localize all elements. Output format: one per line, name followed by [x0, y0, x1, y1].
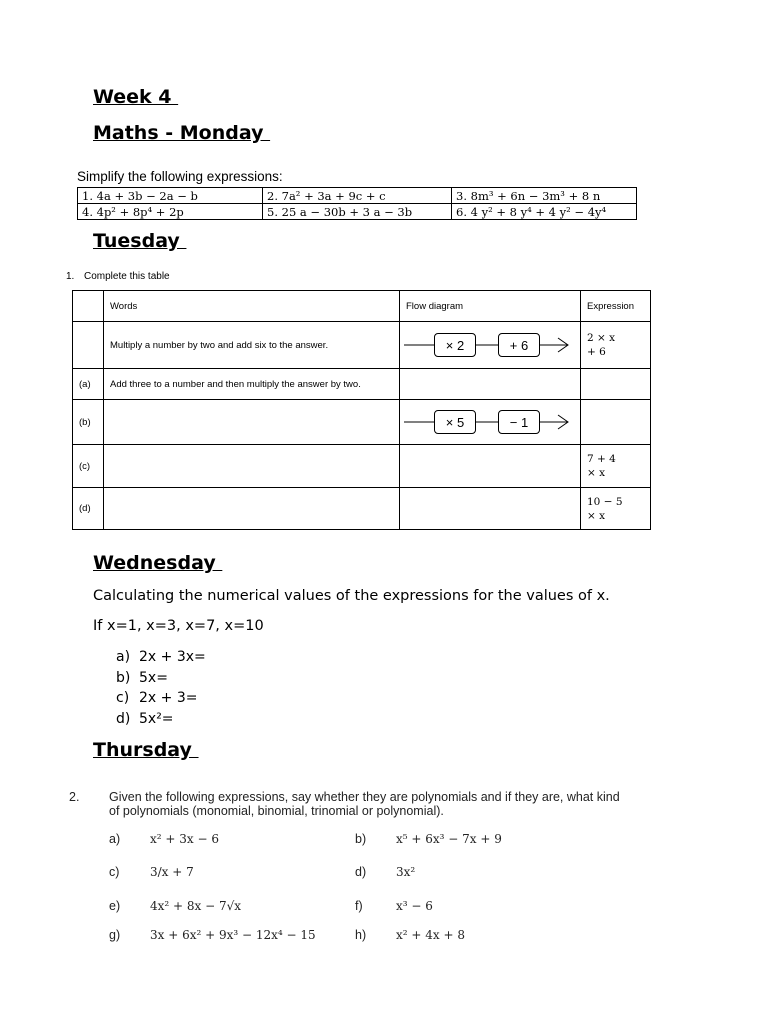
words-cell: Add three to a number and then multiply the answer by two.: [104, 369, 400, 400]
table-row: [78, 204, 637, 220]
label-header-cell: [73, 291, 104, 322]
flow-cell: [400, 369, 581, 400]
item-text: 5x=: [139, 669, 168, 686]
words-header: Words: [104, 291, 400, 322]
wednesday-list: [116, 647, 206, 729]
expression-line: 7 + 4: [587, 453, 616, 465]
expression-cell: [581, 322, 651, 369]
flow-cell: [400, 445, 581, 488]
table-row-example: [73, 322, 651, 369]
question-line: Given the following expressions, say whether they are polynomials and if they are, what kind: [109, 790, 620, 804]
words-cell: [104, 488, 400, 530]
table-row: [78, 188, 637, 204]
list-item: [116, 668, 206, 689]
wednesday-values: If x=1, x=3, x=7, x=10: [93, 618, 264, 634]
expression-line: × x: [587, 467, 606, 479]
table-cell: 1. 4a + 3b − 2a − b: [78, 188, 263, 204]
flow-cell: [400, 400, 581, 445]
item-label: c): [109, 865, 120, 879]
item-label: b): [116, 669, 131, 686]
instruction-number: 1.: [66, 271, 75, 282]
flow-diagram: [406, 409, 574, 435]
table-row-a: [73, 369, 651, 400]
flow-arrow-icon: [402, 409, 572, 435]
words-cell: [104, 445, 400, 488]
monday-heading: Maths - Monday: [93, 122, 271, 144]
expression-cell: [581, 369, 651, 400]
flow-cell: [400, 488, 581, 530]
question-number: 2.: [69, 790, 80, 804]
item-label: e): [109, 899, 121, 913]
row-label: (c): [73, 445, 104, 488]
item-label: f): [355, 899, 363, 913]
expression-cell: [581, 400, 651, 445]
item-label: a): [109, 832, 121, 846]
list-item: [116, 647, 206, 668]
expression-line: 10 − 5: [587, 495, 623, 508]
item-expression: x² + 4x + 8: [396, 928, 465, 942]
item-expression: x³ − 6: [396, 899, 433, 913]
expression-table: [72, 290, 651, 530]
expression-line: × x: [587, 509, 606, 522]
table-cell: 6. 4 y² + 8 y⁴ + 4 y² − 4y⁴: [452, 204, 637, 220]
expression-cell: [581, 488, 651, 530]
item-label: b): [355, 832, 367, 846]
table-row-d: [73, 488, 651, 530]
row-label: (a): [73, 369, 104, 400]
row-label: (d): [73, 488, 104, 530]
item-expression: 3x²: [396, 865, 416, 879]
flow-arrow-icon: [402, 332, 572, 358]
flow-box: × 2: [434, 333, 476, 357]
week-heading: Week 4: [93, 86, 179, 108]
wednesday-intro: Calculating the numerical values of the expressions for the values of x.: [93, 588, 610, 604]
item-text: 2x + 3x=: [139, 649, 206, 665]
expression-line: 2 × x: [587, 332, 616, 344]
flow-box: + 6: [498, 333, 540, 357]
flow-box: × 5: [434, 410, 476, 434]
item-expression: x² + 3x − 6: [150, 832, 219, 846]
expression-cell: [581, 445, 651, 488]
item-expression: 3x + 6x² + 9x³ − 12x⁴ − 15: [150, 928, 316, 942]
item-text: 2x + 3=: [139, 690, 198, 706]
table-cell: 5. 25 a − 30b + 3 a − 3b: [263, 204, 452, 220]
label-cell: [73, 322, 104, 369]
item-label: d): [355, 865, 367, 879]
item-expression: x⁵ + 6x³ − 7x + 9: [396, 832, 502, 846]
item-expression: 3/x + 7: [150, 865, 194, 879]
item-text: 5x²=: [139, 710, 174, 727]
table-cell: 2. 7a² + 3a + 9c + c: [263, 188, 452, 204]
list-item: [116, 709, 206, 730]
item-label: h): [355, 928, 367, 942]
table-cell: 3. 8m³ + 6n − 3m³ + 8 n: [452, 188, 637, 204]
flow-box: − 1: [498, 410, 540, 434]
item-expression: 4x² + 8x − 7√x: [150, 899, 242, 913]
thursday-heading: Thursday: [93, 739, 199, 761]
question-line: of polynomials (monomial, binomial, trinomial or polynomial).: [109, 804, 444, 818]
table-row-c: [73, 445, 651, 488]
flow-diagram: [406, 332, 574, 358]
simplify-table: [77, 187, 637, 220]
item-label: c): [116, 690, 130, 706]
tuesday-heading: Tuesday: [93, 230, 187, 252]
instruction-text: Complete this table: [84, 271, 170, 282]
row-label: (b): [73, 400, 104, 445]
list-item: [116, 688, 206, 709]
table-header-row: [73, 291, 651, 322]
table-row-b: [73, 400, 651, 445]
table-cell: 4. 4p² + 8p⁴ + 2p: [78, 204, 263, 220]
item-label: d): [116, 710, 131, 727]
flow-cell: [400, 322, 581, 369]
flow-header: Flow diagram: [400, 291, 581, 322]
words-cell: Multiply a number by two and add six to the answer.: [104, 322, 400, 369]
item-label: a): [116, 649, 131, 665]
expression-header: Expression: [581, 291, 651, 322]
words-cell: [104, 400, 400, 445]
expression-line: + 6: [587, 346, 606, 358]
simplify-caption: Simplify the following expressions:: [77, 169, 283, 184]
wednesday-heading: Wednesday: [93, 552, 223, 574]
item-label: g): [109, 928, 121, 942]
